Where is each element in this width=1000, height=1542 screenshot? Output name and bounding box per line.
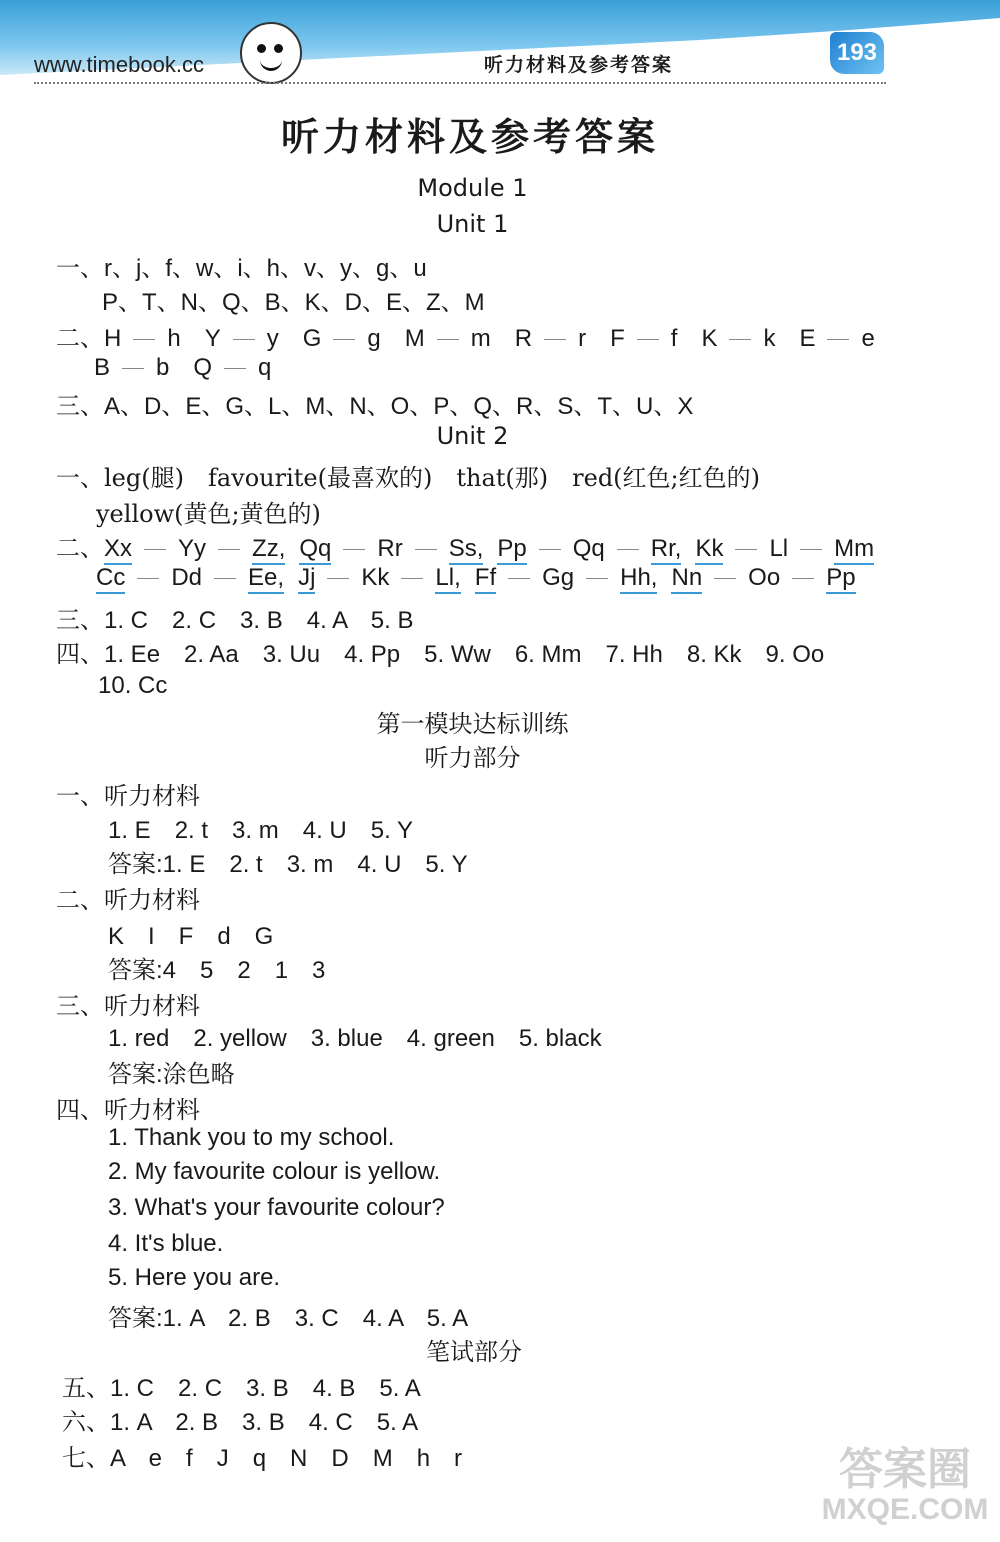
uppercase-letter: Q	[193, 354, 213, 381]
answer-letter: Ee,	[248, 564, 284, 594]
letter-pairs	[94, 354, 271, 381]
header-title: 听力材料及参考答案	[484, 54, 674, 76]
vocab-item: leg(腿)	[104, 464, 184, 492]
s2-material: K I F d G	[108, 923, 274, 950]
lowercase-letter: y	[266, 325, 279, 352]
letter-pairs	[104, 325, 875, 352]
u1-q2-line2	[94, 354, 271, 382]
given-letter: Oo	[748, 564, 781, 591]
answer-letter: Rr,	[651, 535, 682, 565]
s7-line: 七、A e f J q N D M h r	[62, 1445, 463, 1472]
answer-text: 1. C 2. C 3. B 4. A 5. B	[104, 607, 414, 634]
answer-letter: Jj	[298, 564, 315, 594]
uppercase-letter: Y	[204, 325, 221, 352]
uppercase-letter: B	[94, 354, 111, 381]
question-label: 三、	[56, 606, 104, 634]
s4-item: 5. Here you are.	[108, 1264, 281, 1291]
question-label: 二、	[56, 324, 104, 352]
header-divider	[34, 82, 886, 84]
letter-sequence	[96, 564, 856, 591]
lowercase-letter: b	[156, 354, 170, 381]
pair-dash	[827, 339, 849, 340]
answer-letter: Nn	[671, 564, 702, 594]
given-letter: Qq	[572, 535, 605, 562]
vocab-item: that(那)	[456, 464, 549, 492]
answer-letter: Mm	[834, 535, 874, 565]
s3-material: 1. red 2. yellow 3. blue 4. green 5. black	[108, 1025, 602, 1052]
u1-q1-line1	[56, 248, 427, 283]
s1-material: 1. E 2. t 3. m 4. U 5. Y	[108, 817, 413, 844]
u1-q2-line1	[56, 318, 875, 353]
sequence-dash	[214, 578, 236, 579]
given-letter: Ll	[769, 535, 789, 562]
sequence-dash	[617, 549, 639, 550]
s4-answer: 答案:1. A 2. B 3. C 4. A 5. A	[108, 1305, 469, 1332]
given-letter: Dd	[171, 564, 203, 591]
sequence-dash	[539, 549, 561, 550]
unit2-heading: Unit 2	[436, 422, 509, 450]
s5-line: 五、1. C 2. C 3. B 4. B 5. A	[62, 1375, 421, 1402]
vocab-item: red(红色;红色的)	[572, 464, 760, 492]
mascot-eye-icon	[257, 44, 266, 53]
u2-q3-line	[56, 600, 413, 635]
answer-letter: Cc	[96, 564, 125, 594]
u2-q4-line2: 10. Cc	[98, 672, 168, 699]
answer-letter: Zz,	[252, 535, 285, 565]
given-letter: Kk	[361, 564, 390, 591]
test-heading: 第一模块达标训练	[376, 710, 569, 738]
answer-letter: Hh,	[620, 564, 657, 594]
vocab-list	[104, 465, 760, 492]
lowercase-letter: g	[367, 325, 381, 352]
u2-q4-line1	[56, 634, 824, 669]
lowercase-letter: e	[861, 325, 875, 352]
pair-dash	[122, 368, 144, 369]
watermark-site-text: MXQE.COM	[821, 1493, 989, 1526]
sequence-dash	[218, 549, 240, 550]
u2-q1-line2: yellow(黄色;黄色的)	[96, 500, 321, 528]
lowercase-letter: k	[763, 325, 776, 352]
pair-dash	[233, 339, 255, 340]
lowercase-letter: f	[670, 325, 678, 352]
s2-answer: 答案:4 5 2 1 3	[108, 957, 326, 984]
answer-letter: Kk	[695, 535, 723, 565]
s3-answer: 答案:涂色略	[108, 1061, 235, 1088]
u1-q1-line2: P、T、N、Q、B、K、D、E、Z、M	[102, 289, 485, 316]
given-letter: Gg	[542, 564, 575, 591]
answer-text: r、j、f、w、i、h、v、y、g、u	[104, 255, 427, 282]
sequence-dash	[401, 578, 423, 579]
mascot-eye-icon	[274, 44, 283, 53]
answer-letter: Ss,	[449, 535, 484, 565]
page-title: 听力材料及参考答案	[280, 114, 659, 159]
given-letter: Yy	[178, 535, 207, 562]
watermark-logo-text: 答案圈	[839, 1444, 971, 1495]
answer-letter: Xx	[104, 535, 132, 565]
sequence-dash	[792, 578, 814, 579]
pair-dash	[544, 339, 566, 340]
pair-dash	[637, 339, 659, 340]
sequence-dash	[586, 578, 608, 579]
written-heading: 笔试部分	[426, 1338, 522, 1366]
u1-q3-line	[56, 386, 693, 421]
mascot-mouth-icon	[260, 58, 282, 71]
lowercase-letter: r	[578, 325, 587, 352]
s4-item: 3. What's your favourite colour?	[108, 1194, 445, 1221]
pair-dash	[333, 339, 355, 340]
uppercase-letter: H	[104, 325, 122, 352]
answer-text: 1. Ee 2. Aa 3. Uu 4. Pp 5. Ww 6. Mm 7. Hh 8. Kk 9. Oo	[104, 641, 825, 668]
question-label: 三、	[56, 392, 104, 420]
s2-label: 二、听力材料	[56, 886, 200, 914]
answer-letter: Ff	[475, 564, 496, 594]
answer-letter: Pp	[497, 535, 526, 565]
u2-q2-line2	[96, 564, 856, 592]
pair-dash	[224, 368, 246, 369]
u2-q2-line1	[56, 528, 874, 563]
lowercase-letter: q	[258, 354, 272, 381]
s6-line: 六、1. A 2. B 3. B 4. C 5. A	[62, 1409, 419, 1436]
answer-text: A、D、E、G、L、M、N、O、P、Q、R、S、T、U、X	[104, 393, 694, 420]
header-url: www.timebook.cc	[34, 52, 204, 77]
question-label: 一、	[56, 254, 104, 282]
uppercase-letter: R	[514, 325, 533, 352]
listening-heading: 听力部分	[424, 744, 521, 772]
s1-label: 一、听力材料	[56, 782, 200, 810]
answer-letter: Qq	[299, 535, 331, 565]
sequence-dash	[735, 549, 757, 550]
pair-dash	[437, 339, 459, 340]
pair-dash	[133, 339, 155, 340]
uppercase-letter: M	[404, 325, 425, 352]
s3-label: 三、听力材料	[56, 992, 200, 1020]
given-letter: Rr	[377, 535, 403, 562]
sequence-dash	[343, 549, 365, 550]
sequence-dash	[327, 578, 349, 579]
question-label: 四、	[56, 640, 104, 668]
mascot-icon	[240, 22, 302, 84]
question-label: 一、	[56, 464, 104, 492]
uppercase-letter: F	[610, 325, 625, 352]
letter-sequence	[104, 535, 874, 562]
unit1-heading: Unit 1	[436, 210, 509, 238]
question-label: 二、	[56, 534, 104, 562]
sequence-dash	[800, 549, 822, 550]
vocab-item: favourite(最喜欢的)	[207, 464, 433, 492]
answer-letter: Ll,	[435, 564, 460, 594]
watermark	[820, 1444, 990, 1530]
module-heading: Module 1	[417, 174, 528, 202]
s4-item: 1. Thank you to my school.	[108, 1124, 395, 1151]
pair-dash	[729, 339, 751, 340]
sequence-dash	[144, 549, 166, 550]
uppercase-letter: G	[302, 325, 322, 352]
page-number-badge: 193	[830, 32, 884, 74]
sequence-dash	[137, 578, 159, 579]
lowercase-letter: m	[470, 325, 491, 352]
sequence-dash	[508, 578, 530, 579]
s4-item: 2. My favourite colour is yellow.	[108, 1158, 441, 1185]
s4-label: 四、听力材料	[56, 1096, 200, 1124]
uppercase-letter: E	[799, 325, 816, 352]
lowercase-letter: h	[167, 325, 181, 352]
s4-item: 4. It's blue.	[108, 1230, 224, 1257]
s1-answer: 答案:1. E 2. t 3. m 4. U 5. Y	[108, 851, 468, 878]
sequence-dash	[714, 578, 736, 579]
answer-letter: Pp	[826, 564, 855, 594]
uppercase-letter: K	[701, 325, 718, 352]
sequence-dash	[415, 549, 437, 550]
u2-q1-line1	[56, 458, 760, 493]
